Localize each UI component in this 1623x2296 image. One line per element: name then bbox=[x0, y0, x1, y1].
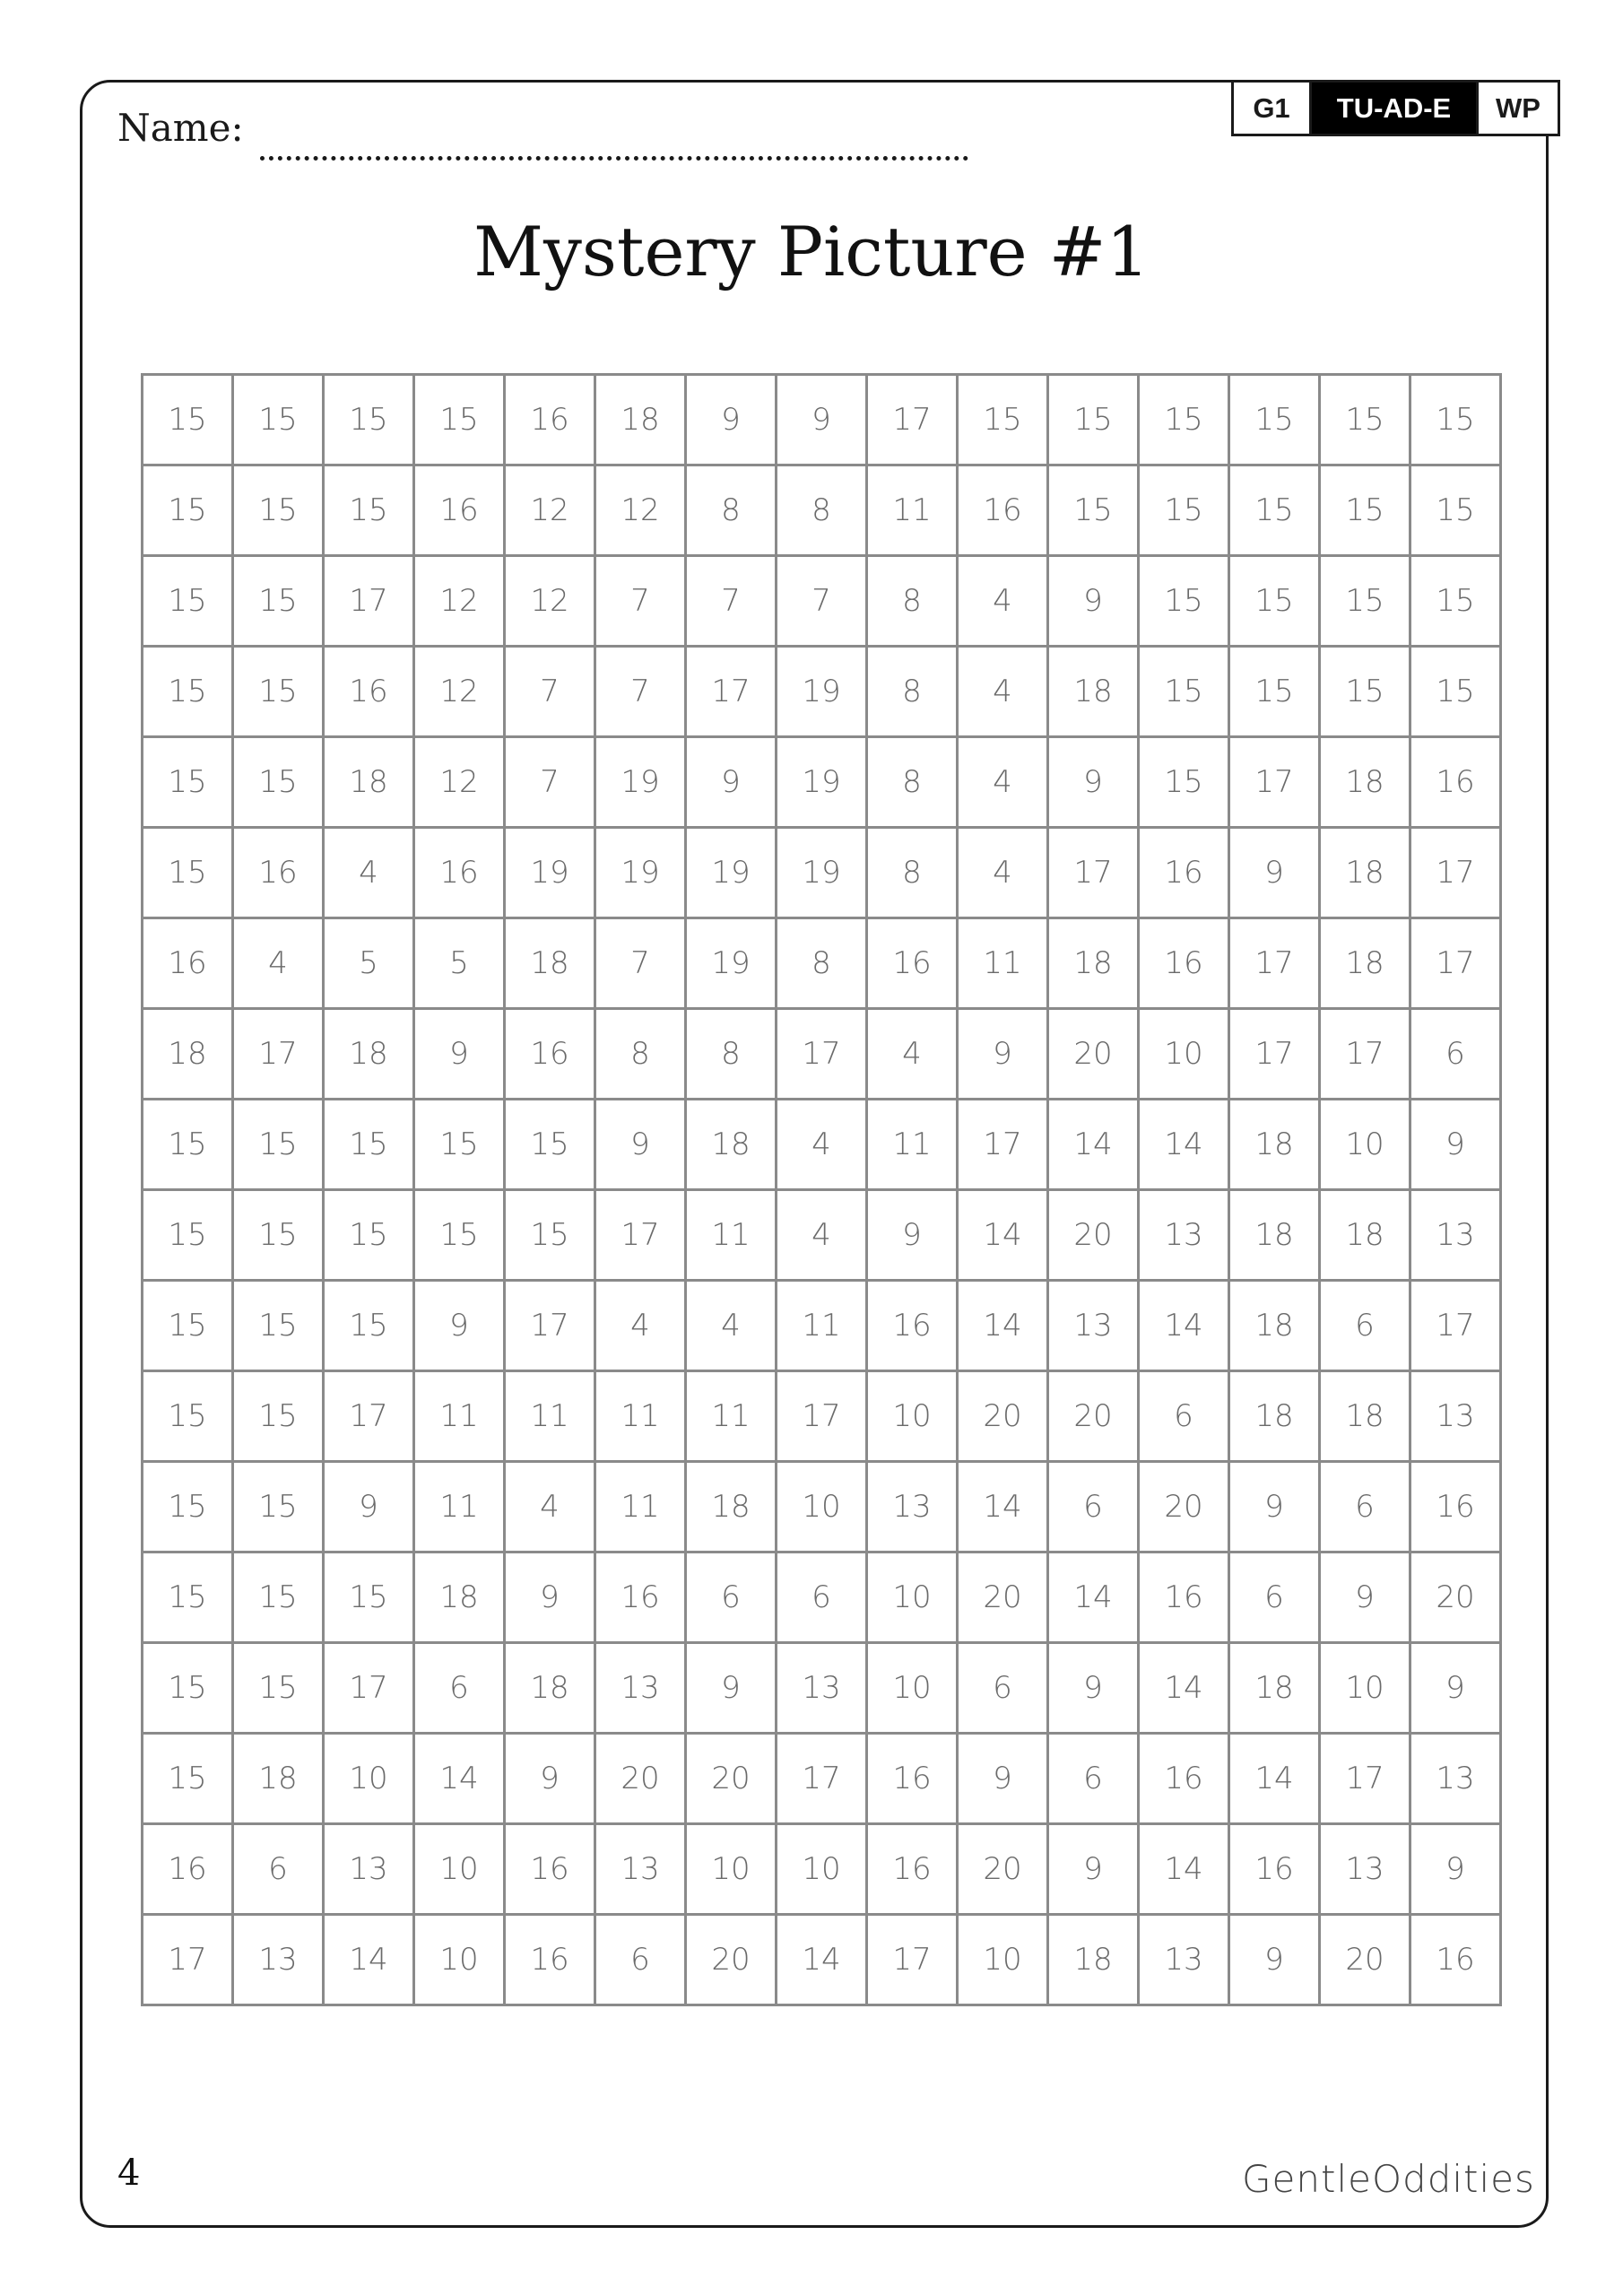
grid-cell[interactable]: 15 bbox=[414, 1100, 505, 1190]
grid-cell[interactable]: 16 bbox=[505, 1824, 595, 1915]
grid-cell[interactable]: 10 bbox=[867, 1643, 958, 1734]
grid-cell[interactable]: 20 bbox=[958, 1552, 1048, 1643]
grid-row bbox=[143, 375, 1501, 465]
grid-cell[interactable]: 20 bbox=[1048, 1371, 1139, 1462]
grid-cell[interactable]: 16 bbox=[867, 1281, 958, 1371]
grid-cell[interactable]: 6 bbox=[1048, 1734, 1139, 1824]
grid-cell[interactable]: 10 bbox=[958, 1915, 1048, 2005]
grid-cell[interactable]: 14 bbox=[1139, 1824, 1229, 1915]
grid-cell[interactable]: 9 bbox=[1048, 1643, 1139, 1734]
grid-cell[interactable]: 8 bbox=[686, 465, 777, 556]
grid-cell[interactable]: 7 bbox=[777, 556, 867, 647]
grid-cell[interactable]: 10 bbox=[867, 1552, 958, 1643]
grid-cell[interactable]: 17 bbox=[1320, 1009, 1410, 1100]
grid-cell[interactable]: 16 bbox=[1410, 1915, 1501, 2005]
grid-cell[interactable]: 12 bbox=[414, 737, 505, 828]
skill-code-tag: TU-AD-E bbox=[1312, 83, 1476, 134]
grid-cell[interactable]: 8 bbox=[867, 828, 958, 918]
grid-cell[interactable]: 10 bbox=[686, 1824, 777, 1915]
grid-cell[interactable]: 13 bbox=[1048, 1281, 1139, 1371]
grid-cell[interactable]: 6 bbox=[595, 1915, 686, 2005]
grid-cell[interactable]: 13 bbox=[1139, 1190, 1229, 1281]
grid-cell[interactable]: 18 bbox=[1048, 918, 1139, 1009]
grid-cell[interactable]: 15 bbox=[1048, 375, 1139, 465]
grid-cell[interactable]: 8 bbox=[777, 465, 867, 556]
grid-cell[interactable]: 16 bbox=[324, 647, 414, 737]
grid-cell[interactable]: 4 bbox=[958, 828, 1048, 918]
grid-row bbox=[143, 918, 1501, 1009]
grid-row bbox=[143, 1190, 1501, 1281]
grid-cell[interactable]: 9 bbox=[686, 375, 777, 465]
grid-cell[interactable]: 18 bbox=[1320, 737, 1410, 828]
grid-cell[interactable]: 15 bbox=[505, 1100, 595, 1190]
grid-cell[interactable]: 16 bbox=[233, 828, 324, 918]
grid-cell[interactable]: 9 bbox=[958, 1009, 1048, 1100]
grid-cell[interactable]: 9 bbox=[1048, 737, 1139, 828]
type-tag: WP bbox=[1476, 83, 1558, 134]
grid-cell[interactable]: 18 bbox=[1229, 1281, 1320, 1371]
grid-cell[interactable]: 18 bbox=[505, 1643, 595, 1734]
grid-cell[interactable]: 9 bbox=[595, 1100, 686, 1190]
grid-cell[interactable]: 13 bbox=[1320, 1824, 1410, 1915]
grid-cell[interactable]: 6 bbox=[1229, 1552, 1320, 1643]
grid-cell[interactable]: 18 bbox=[1320, 1371, 1410, 1462]
grid-row bbox=[143, 1371, 1501, 1462]
grid-cell[interactable]: 15 bbox=[143, 828, 233, 918]
grid-cell[interactable]: 17 bbox=[1229, 918, 1320, 1009]
grid-cell[interactable]: 15 bbox=[1139, 647, 1229, 737]
grid-cell[interactable]: 15 bbox=[1229, 465, 1320, 556]
grid-cell[interactable]: 16 bbox=[867, 918, 958, 1009]
grid-cell[interactable]: 17 bbox=[1048, 828, 1139, 918]
grid-cell[interactable]: 9 bbox=[867, 1190, 958, 1281]
grid-cell[interactable]: 18 bbox=[1048, 647, 1139, 737]
grid-cell[interactable]: 9 bbox=[1410, 1824, 1501, 1915]
grid-cell[interactable]: 16 bbox=[1229, 1824, 1320, 1915]
grid-cell[interactable]: 17 bbox=[1320, 1734, 1410, 1824]
grid-cell[interactable]: 18 bbox=[1229, 1100, 1320, 1190]
grid-cell[interactable]: 14 bbox=[958, 1281, 1048, 1371]
grid-cell[interactable]: 4 bbox=[958, 556, 1048, 647]
grid-row bbox=[143, 1100, 1501, 1190]
grid-cell[interactable]: 18 bbox=[1320, 828, 1410, 918]
grid-cell[interactable]: 16 bbox=[414, 828, 505, 918]
grid-cell[interactable]: 15 bbox=[143, 556, 233, 647]
grid-cell[interactable]: 10 bbox=[867, 1371, 958, 1462]
grid-cell[interactable]: 17 bbox=[777, 1734, 867, 1824]
grid-row bbox=[143, 828, 1501, 918]
grid-cell[interactable]: 18 bbox=[1229, 1371, 1320, 1462]
grid-cell[interactable]: 4 bbox=[233, 918, 324, 1009]
grid-cell[interactable]: 9 bbox=[686, 737, 777, 828]
grid-cell[interactable]: 4 bbox=[595, 1281, 686, 1371]
grid-cell[interactable]: 17 bbox=[958, 1100, 1048, 1190]
grid-cell[interactable]: 18 bbox=[505, 918, 595, 1009]
grid-cell[interactable]: 15 bbox=[233, 375, 324, 465]
grid-cell[interactable]: 11 bbox=[686, 1371, 777, 1462]
grid-cell[interactable]: 17 bbox=[505, 1281, 595, 1371]
grid-cell[interactable]: 6 bbox=[958, 1643, 1048, 1734]
grid-cell[interactable]: 13 bbox=[867, 1462, 958, 1552]
grid-cell[interactable]: 13 bbox=[233, 1915, 324, 2005]
grid-cell[interactable]: 18 bbox=[324, 737, 414, 828]
grid-cell[interactable]: 17 bbox=[233, 1009, 324, 1100]
grid-cell[interactable]: 5 bbox=[324, 918, 414, 1009]
grid-cell[interactable]: 11 bbox=[867, 465, 958, 556]
grid-cell[interactable]: 18 bbox=[686, 1100, 777, 1190]
grid-cell[interactable]: 16 bbox=[867, 1824, 958, 1915]
grid-cell[interactable]: 16 bbox=[1139, 1734, 1229, 1824]
grid-cell[interactable]: 15 bbox=[143, 375, 233, 465]
grid-cell[interactable]: 6 bbox=[1139, 1371, 1229, 1462]
grid-cell[interactable]: 18 bbox=[1229, 1190, 1320, 1281]
grid-cell[interactable]: 17 bbox=[1410, 828, 1501, 918]
grid-cell[interactable]: 17 bbox=[324, 556, 414, 647]
grid-cell[interactable]: 6 bbox=[1048, 1462, 1139, 1552]
grid-row bbox=[143, 1552, 1501, 1643]
grid-cell[interactable]: 11 bbox=[958, 918, 1048, 1009]
grid-cell[interactable]: 17 bbox=[1410, 1281, 1501, 1371]
grid-cell[interactable]: 17 bbox=[1229, 737, 1320, 828]
grid-cell[interactable]: 15 bbox=[1320, 375, 1410, 465]
grid-cell[interactable]: 15 bbox=[324, 465, 414, 556]
grid-cell[interactable]: 12 bbox=[595, 465, 686, 556]
grid-cell[interactable]: 15 bbox=[143, 1190, 233, 1281]
grid-cell[interactable]: 10 bbox=[414, 1915, 505, 2005]
grid-cell[interactable]: 14 bbox=[414, 1734, 505, 1824]
grid-cell[interactable]: 15 bbox=[143, 1100, 233, 1190]
grid-cell[interactable]: 20 bbox=[958, 1824, 1048, 1915]
grid-cell[interactable]: 20 bbox=[958, 1371, 1048, 1462]
grid-row bbox=[143, 1462, 1501, 1552]
grid-cell[interactable]: 16 bbox=[505, 1915, 595, 2005]
grid-cell[interactable]: 15 bbox=[1410, 465, 1501, 556]
grid-cell[interactable]: 13 bbox=[595, 1643, 686, 1734]
grid-row bbox=[143, 1824, 1501, 1915]
grid-cell[interactable]: 20 bbox=[1320, 1915, 1410, 2005]
grid-cell[interactable]: 11 bbox=[414, 1371, 505, 1462]
grid-cell[interactable]: 15 bbox=[1410, 647, 1501, 737]
grid-cell[interactable]: 18 bbox=[1320, 1190, 1410, 1281]
grid-cell[interactable]: 16 bbox=[505, 375, 595, 465]
grid-cell[interactable]: 7 bbox=[595, 556, 686, 647]
grid-cell[interactable]: 16 bbox=[1139, 1552, 1229, 1643]
grid-cell[interactable]: 8 bbox=[867, 647, 958, 737]
grid-cell[interactable]: 13 bbox=[1139, 1915, 1229, 2005]
grid-cell[interactable]: 20 bbox=[686, 1915, 777, 2005]
grade-tag: G1 bbox=[1234, 83, 1312, 134]
grid-cell[interactable]: 9 bbox=[505, 1734, 595, 1824]
grid-cell[interactable]: 18 bbox=[1229, 1643, 1320, 1734]
grid-row bbox=[143, 737, 1501, 828]
grid-cell[interactable]: 15 bbox=[1229, 556, 1320, 647]
grid-cell[interactable]: 18 bbox=[233, 1734, 324, 1824]
grid-cell[interactable]: 17 bbox=[324, 1371, 414, 1462]
grid-cell[interactable]: 8 bbox=[777, 918, 867, 1009]
grid-cell[interactable]: 10 bbox=[777, 1824, 867, 1915]
grid-cell[interactable]: 12 bbox=[414, 556, 505, 647]
grid-cell[interactable]: 9 bbox=[1229, 1915, 1320, 2005]
grid-cell[interactable]: 15 bbox=[233, 1281, 324, 1371]
grid-cell[interactable]: 20 bbox=[595, 1734, 686, 1824]
grid-cell[interactable]: 19 bbox=[505, 828, 595, 918]
grid-cell[interactable]: 15 bbox=[1229, 375, 1320, 465]
grid-cell[interactable]: 15 bbox=[505, 1190, 595, 1281]
grid-cell[interactable]: 14 bbox=[1139, 1643, 1229, 1734]
grid-body bbox=[143, 375, 1501, 2005]
grid-cell[interactable]: 4 bbox=[958, 737, 1048, 828]
grid-cell[interactable]: 19 bbox=[777, 647, 867, 737]
worksheet-tags bbox=[1231, 80, 1560, 136]
grid-cell[interactable]: 6 bbox=[1320, 1281, 1410, 1371]
grid-cell[interactable]: 11 bbox=[686, 1190, 777, 1281]
grid-cell[interactable]: 15 bbox=[143, 737, 233, 828]
grid-row bbox=[143, 1281, 1501, 1371]
grid-cell[interactable]: 15 bbox=[143, 1643, 233, 1734]
grid-cell[interactable]: 16 bbox=[1410, 1462, 1501, 1552]
grid-cell[interactable]: 15 bbox=[143, 1552, 233, 1643]
grid-cell[interactable]: 4 bbox=[777, 1100, 867, 1190]
grid-cell[interactable]: 20 bbox=[1139, 1462, 1229, 1552]
grid-cell[interactable]: 4 bbox=[867, 1009, 958, 1100]
grid-cell[interactable]: 18 bbox=[1048, 1915, 1139, 2005]
grid-cell[interactable]: 15 bbox=[233, 1190, 324, 1281]
grid-cell[interactable]: 15 bbox=[233, 1371, 324, 1462]
grid-cell[interactable]: 15 bbox=[1410, 375, 1501, 465]
grid-cell[interactable]: 15 bbox=[1139, 556, 1229, 647]
grid-row bbox=[143, 647, 1501, 737]
grid-cell[interactable]: 15 bbox=[143, 465, 233, 556]
grid-cell[interactable]: 10 bbox=[1320, 1100, 1410, 1190]
grid-cell[interactable]: 19 bbox=[686, 828, 777, 918]
grid-cell[interactable]: 13 bbox=[1410, 1734, 1501, 1824]
grid-cell[interactable]: 16 bbox=[867, 1734, 958, 1824]
grid-cell[interactable]: 16 bbox=[1139, 918, 1229, 1009]
grid-cell[interactable]: 17 bbox=[324, 1643, 414, 1734]
grid-cell[interactable]: 13 bbox=[1410, 1190, 1501, 1281]
grid-cell[interactable]: 9 bbox=[414, 1281, 505, 1371]
brand-logo: GentleOddities bbox=[1242, 2157, 1535, 2201]
grid-cell[interactable]: 9 bbox=[777, 375, 867, 465]
grid-cell[interactable]: 15 bbox=[143, 1371, 233, 1462]
grid-cell[interactable]: 20 bbox=[1410, 1552, 1501, 1643]
grid-cell[interactable]: 16 bbox=[595, 1552, 686, 1643]
grid-cell[interactable]: 6 bbox=[686, 1552, 777, 1643]
grid-cell[interactable]: 7 bbox=[505, 737, 595, 828]
grid-cell[interactable]: 15 bbox=[233, 1643, 324, 1734]
grid-cell[interactable]: 17 bbox=[143, 1915, 233, 2005]
grid-cell[interactable]: 18 bbox=[1320, 918, 1410, 1009]
grid-cell[interactable]: 6 bbox=[233, 1824, 324, 1915]
grid-cell[interactable]: 15 bbox=[414, 1190, 505, 1281]
grid-cell[interactable]: 8 bbox=[867, 556, 958, 647]
grid-cell[interactable]: 19 bbox=[595, 828, 686, 918]
grid-cell[interactable]: 19 bbox=[777, 828, 867, 918]
grid-cell[interactable]: 14 bbox=[1229, 1734, 1320, 1824]
grid-cell[interactable]: 9 bbox=[1229, 828, 1320, 918]
grid-cell[interactable]: 15 bbox=[233, 737, 324, 828]
grid-cell[interactable]: 20 bbox=[1048, 1009, 1139, 1100]
grid-cell[interactable]: 9 bbox=[686, 1643, 777, 1734]
grid-cell[interactable]: 4 bbox=[324, 828, 414, 918]
grid-cell[interactable]: 16 bbox=[958, 465, 1048, 556]
grid-cell[interactable]: 11 bbox=[595, 1462, 686, 1552]
grid-cell[interactable]: 15 bbox=[958, 375, 1048, 465]
grid-cell[interactable]: 6 bbox=[777, 1552, 867, 1643]
grid-cell[interactable]: 15 bbox=[324, 375, 414, 465]
grid-cell[interactable]: 18 bbox=[595, 375, 686, 465]
grid-cell[interactable]: 18 bbox=[143, 1009, 233, 1100]
grid-cell[interactable]: 15 bbox=[324, 1281, 414, 1371]
grid-row bbox=[143, 1734, 1501, 1824]
grid-cell[interactable]: 9 bbox=[324, 1462, 414, 1552]
grid-row bbox=[143, 1643, 1501, 1734]
grid-cell[interactable]: 19 bbox=[686, 918, 777, 1009]
grid-row bbox=[143, 465, 1501, 556]
grid-cell[interactable]: 19 bbox=[595, 737, 686, 828]
grid-cell[interactable]: 14 bbox=[1139, 1281, 1229, 1371]
grid-cell[interactable]: 15 bbox=[324, 1552, 414, 1643]
grid-cell[interactable]: 18 bbox=[686, 1462, 777, 1552]
grid-cell[interactable]: 13 bbox=[324, 1824, 414, 1915]
grid-cell[interactable]: 4 bbox=[686, 1281, 777, 1371]
grid-row bbox=[143, 1009, 1501, 1100]
grid-cell[interactable]: 15 bbox=[1139, 375, 1229, 465]
grid-cell[interactable]: 6 bbox=[414, 1643, 505, 1734]
grid-cell[interactable]: 16 bbox=[414, 465, 505, 556]
grid-cell[interactable]: 12 bbox=[414, 647, 505, 737]
grid-cell[interactable]: 15 bbox=[1139, 737, 1229, 828]
grid-cell[interactable]: 9 bbox=[1229, 1462, 1320, 1552]
grid-cell[interactable]: 9 bbox=[958, 1734, 1048, 1824]
grid-cell[interactable]: 11 bbox=[777, 1281, 867, 1371]
grid-cell[interactable]: 17 bbox=[867, 1915, 958, 2005]
grid-cell[interactable]: 15 bbox=[143, 1281, 233, 1371]
grid-cell[interactable]: 10 bbox=[777, 1462, 867, 1552]
grid-cell[interactable]: 11 bbox=[867, 1100, 958, 1190]
grid-cell[interactable]: 7 bbox=[595, 647, 686, 737]
grid-cell[interactable]: 14 bbox=[1048, 1100, 1139, 1190]
grid-cell[interactable]: 15 bbox=[1139, 465, 1229, 556]
page-number: 4 bbox=[117, 2152, 141, 2194]
grid-cell[interactable]: 15 bbox=[143, 647, 233, 737]
grid-cell[interactable]: 13 bbox=[1410, 1371, 1501, 1462]
grid-cell[interactable]: 7 bbox=[595, 918, 686, 1009]
grid-cell[interactable]: 15 bbox=[1410, 556, 1501, 647]
grid-cell[interactable]: 15 bbox=[233, 647, 324, 737]
grid-cell[interactable]: 13 bbox=[595, 1824, 686, 1915]
grid-cell[interactable]: 20 bbox=[1048, 1190, 1139, 1281]
grid-cell[interactable]: 9 bbox=[1410, 1643, 1501, 1734]
grid-cell[interactable]: 17 bbox=[686, 647, 777, 737]
grid-cell[interactable]: 15 bbox=[143, 1734, 233, 1824]
grid-cell[interactable]: 6 bbox=[1320, 1462, 1410, 1552]
grid-cell[interactable]: 17 bbox=[1410, 918, 1501, 1009]
grid-cell[interactable]: 8 bbox=[595, 1009, 686, 1100]
grid-cell[interactable]: 20 bbox=[686, 1734, 777, 1824]
grid-cell[interactable]: 16 bbox=[1410, 737, 1501, 828]
grid-cell[interactable]: 10 bbox=[324, 1734, 414, 1824]
grid-cell[interactable]: 15 bbox=[233, 465, 324, 556]
grid-cell[interactable]: 7 bbox=[505, 647, 595, 737]
grid-cell[interactable]: 11 bbox=[505, 1371, 595, 1462]
grid-cell[interactable]: 12 bbox=[505, 556, 595, 647]
grid-cell[interactable]: 12 bbox=[505, 465, 595, 556]
grid-cell[interactable]: 17 bbox=[867, 375, 958, 465]
grid-cell[interactable]: 15 bbox=[1320, 556, 1410, 647]
grid-cell[interactable]: 15 bbox=[324, 1100, 414, 1190]
grid-cell[interactable]: 17 bbox=[777, 1371, 867, 1462]
grid-cell[interactable]: 14 bbox=[1139, 1100, 1229, 1190]
grid-cell[interactable]: 4 bbox=[505, 1462, 595, 1552]
grid-cell[interactable]: 15 bbox=[1229, 647, 1320, 737]
grid-cell[interactable]: 8 bbox=[686, 1009, 777, 1100]
grid-cell[interactable]: 7 bbox=[686, 556, 777, 647]
grid-row bbox=[143, 556, 1501, 647]
grid-cell[interactable]: 15 bbox=[1320, 465, 1410, 556]
grid-cell[interactable]: 6 bbox=[1410, 1009, 1501, 1100]
grid-cell[interactable]: 16 bbox=[143, 918, 233, 1009]
grid-row bbox=[143, 1915, 1501, 2005]
grid-cell[interactable]: 17 bbox=[1229, 1009, 1320, 1100]
grid-cell[interactable]: 9 bbox=[1048, 1824, 1139, 1915]
grid-cell[interactable]: 15 bbox=[233, 1462, 324, 1552]
grid-cell[interactable]: 11 bbox=[414, 1462, 505, 1552]
grid-cell[interactable]: 9 bbox=[1048, 556, 1139, 647]
grid-cell[interactable]: 15 bbox=[414, 375, 505, 465]
grid-cell[interactable]: 15 bbox=[324, 1190, 414, 1281]
grid-cell[interactable]: 14 bbox=[777, 1915, 867, 2005]
grid-cell[interactable]: 14 bbox=[1048, 1552, 1139, 1643]
grid-cell[interactable]: 4 bbox=[777, 1190, 867, 1281]
grid-cell[interactable]: 9 bbox=[1410, 1100, 1501, 1190]
grid-cell[interactable]: 15 bbox=[1320, 647, 1410, 737]
grid-cell[interactable]: 5 bbox=[414, 918, 505, 1009]
name-label: Name: bbox=[117, 106, 244, 150]
grid-cell[interactable]: 16 bbox=[1139, 828, 1229, 918]
grid-cell[interactable]: 11 bbox=[595, 1371, 686, 1462]
grid-cell[interactable]: 15 bbox=[143, 1462, 233, 1552]
grid-cell[interactable]: 8 bbox=[867, 737, 958, 828]
grid-cell[interactable]: 15 bbox=[233, 1100, 324, 1190]
grid-cell[interactable]: 18 bbox=[324, 1009, 414, 1100]
grid-cell[interactable]: 19 bbox=[777, 737, 867, 828]
grid-cell[interactable]: 15 bbox=[1048, 465, 1139, 556]
grid-cell[interactable]: 18 bbox=[414, 1552, 505, 1643]
grid-cell[interactable]: 17 bbox=[777, 1009, 867, 1100]
grid-cell[interactable]: 14 bbox=[324, 1915, 414, 2005]
page-title: Mystery Picture #1 bbox=[473, 212, 1150, 291]
grid-cell[interactable]: 16 bbox=[505, 1009, 595, 1100]
grid-cell[interactable]: 15 bbox=[233, 1552, 324, 1643]
grid-cell[interactable]: 16 bbox=[143, 1824, 233, 1915]
grid-cell[interactable]: 13 bbox=[777, 1643, 867, 1734]
grid-cell[interactable]: 9 bbox=[414, 1009, 505, 1100]
grid-cell[interactable]: 14 bbox=[958, 1190, 1048, 1281]
grid-cell[interactable]: 15 bbox=[233, 556, 324, 647]
grid-cell[interactable]: 4 bbox=[958, 647, 1048, 737]
grid-cell[interactable]: 9 bbox=[505, 1552, 595, 1643]
grid-cell[interactable]: 10 bbox=[1139, 1009, 1229, 1100]
number-grid bbox=[141, 373, 1502, 2006]
grid-cell[interactable]: 9 bbox=[1320, 1552, 1410, 1643]
grid-cell[interactable]: 10 bbox=[414, 1824, 505, 1915]
grid-cell[interactable]: 14 bbox=[958, 1462, 1048, 1552]
grid-cell[interactable]: 10 bbox=[1320, 1643, 1410, 1734]
grid-cell[interactable]: 17 bbox=[595, 1190, 686, 1281]
name-write-line[interactable] bbox=[260, 156, 968, 161]
